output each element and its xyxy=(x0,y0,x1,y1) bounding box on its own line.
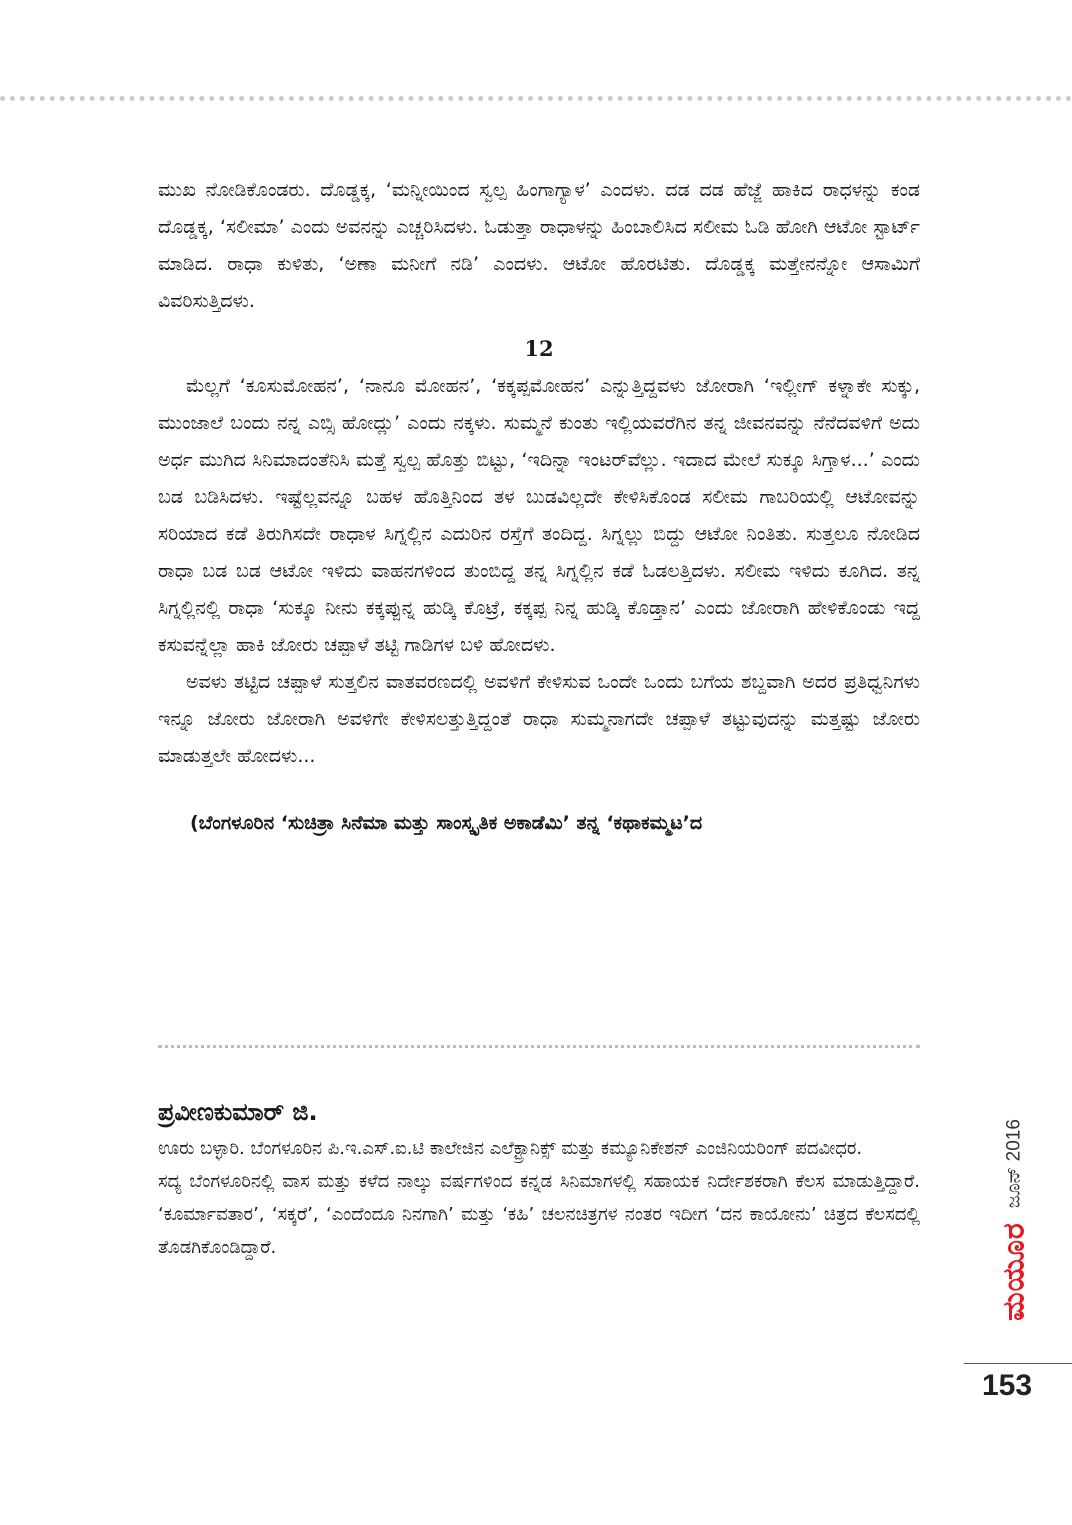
page-number-rule xyxy=(964,1363,1072,1364)
section-dotted-divider xyxy=(158,1045,920,1048)
author-bio-1: ಊರು ಬಳ್ಳಾರಿ. ಬೆಂಗಳೂರಿನ ಪಿ.ಇ.ಎಸ್.ಐ.ಟಿ ಕಾಲೇಜಿನ ಎಲೆಕ್ಟ್ರಾನಿಕ್ಸ್ ಮತ್ತು ಕಮ್ಯೂನಿಕೇಶನ್ ಎಂಜಿನಿಯರಿಂಗ್ ಪದವೀಧರ. xyxy=(158,1138,863,1159)
magazine-name: ಮಯೂರ xyxy=(996,1222,1032,1321)
story-body xyxy=(158,172,920,842)
story-credit: (ಬೆಂಗಳೂರಿನ ‘ಸುಚಿತ್ರಾ ಸಿನೆಮಾ ಮತ್ತು ಸಾಂಸ್ಕೃತಿಕ ಅಕಾಡೆಮಿ’ ತನ್ನ ‘ಕಥಾಕಮ್ಮಟ’ದ xyxy=(190,812,703,834)
page-number: 153 xyxy=(981,1369,1033,1402)
author-bio-2: ಸದ್ಯ ಬೆಂಗಳೂರಿನಲ್ಲಿ ವಾಸ ಮತ್ತು ಕಳೆದ ನಾಲ್ಕು ವರ್ಷಗಳಿಂದ ಕನ್ನಡ ಸಿನಿಮಾಗಳಲ್ಲಿ ಸಹಾಯಕ ನಿರ್ದೇಶಕರಾಗಿ ಕೆಲಸ ಮಾಡುತ್ತಿದ್ದಾರೆ. ‘ಕೂರ್ಮಾವತಾರ’, ‘ಸಕ್ಕರೆ’, ‘ಎಂದೆಂದೂ ನಿನಗಾಗಿ’ ಮತ್ತು ‘ಕಹಿ’ ಚಲನಚಿತ್ರಗಳ ನಂತರ ಇದೀಗ ‘ದನ ಕಾಯೋನು’ ಚಿತ್ರದ ಕೆಲಸದಲ್ಲಿ ತೊಡಗಿಕೊಂಡಿದ್ದಾರೆ. xyxy=(158,1171,920,1258)
chapter-number: 12 xyxy=(524,336,554,361)
magazine-side-label xyxy=(964,1100,1064,1340)
author-section xyxy=(158,1092,920,1264)
story-paragraph-3: ಅವಳು ತಟ್ಟಿದ ಚಪ್ಪಾಳೆ ಸುತ್ತಲಿನ ವಾತವರಣದಲ್ಲಿ ಅವಳಿಗೆ ಕೇಳಿಸುವ ಒಂದೇ ಒಂದು ಬಗೆಯ ಶಬ್ದವಾಗಿ ಅದರ ಪ್ರತಿಧ್ವನಿಗಳು ಇನ್ನೂ ಜೋರು ಜೋರಾಗಿ ಅವಳಿಗೇ ಕೇಳಿಸಲತ್ತುತ್ತಿದ್ದಂತೆ ರಾಧಾ ಸುಮ್ಮನಾಗದೇ ಚಪ್ಪಾಳೆ ತಟ್ಟುವುದನ್ನು ಮತ್ತಷ್ಟು ಜೋರು ಮಾಡುತ್ತಲೇ ಹೋದಳು... xyxy=(158,671,920,767)
author-name: ಪ್ರವೀಣಕುಮಾರ್ ಜಿ. xyxy=(158,1098,318,1126)
story-paragraph-2: ಮೆಲ್ಲಗೆ ‘ಕೂಸುಮೋಹನ’, ‘ನಾನೂ ಮೋಹನ’, ‘ಕಕ್ಕಪ್ಪಮೋಹನ’ ಎನ್ನುತ್ತಿದ್ದವಳು ಜೋರಾಗಿ ‘ಇಲ್ಲೀಗ್ ಕಳ್ನಾಕೇ ಸುಕ್ಕು, ಮುಂಜಾಲೆ ಬಂದು ನನ್ನ ಎಬ್ಸಿ ಹೋದ್ಲು’ ಎಂದು ನಕ್ಕಳು. ಸುಮ್ಮನೆ ಕುಂತು ಇಲ್ಲಿಯವರೆಗಿನ ತನ್ನ ಜೀವನವನ್ನು ನೆನೆದವಳಿಗೆ ಅದು ಅರ್ಧ ಮುಗಿದ ಸಿನಿಮಾದಂತೆನಿಸಿ ಮತ್ತೆ ಸ್ವಲ್ಪ ಹೊತ್ತು ಬಿಟ್ಟು, ‘ಇದಿನ್ನಾ ಇಂಟರ್‌ವೆಲ್ಲು. ಇದಾದ ಮೇಲೆ ಸುಕ್ಕೂ ಸಿಗ್ತಾಳ...’ ಎಂದು ಬಡ ಬಡಿಸಿದಳು. ಇಷ್ಟೆಲ್ಲವನ್ನೂ ಬಹಳ ಹೊತ್ತಿನಿಂದ ತಳ ಬುಡವಿಲ್ಲದೇ ಕೇಳಿಸಿಕೊಂಡ ಸಲೀಮ ಗಾಬರಿಯಲ್ಲಿ ಆಟೋವನ್ನು ಸರಿಯಾದ ಕಡೆ ತಿರುಗಿಸದೇ ರಾಧಾಳ ಸಿಗ್ನಲ್ಲಿನ ಎದುರಿನ ರಸ್ತೆಗೆ ತಂದಿದ್ದ. ಸಿಗ್ನಲ್ಲು ಬಿದ್ದು ಆಟೋ ನಿಂತಿತು. ಸುತ್ತಲೂ ನೋಡಿದ ರಾಧಾ ಬಡ ಬಡ ಆಟೋ ಇಳಿದು ವಾಹನಗಳಿಂದ ತುಂಬಿದ್ದ ತನ್ನ ಸಿಗ್ನಲ್ಲಿನ ಕಡೆ ಓಡಲತ್ತಿದಳು. ಸಲೀಮ ಇಳಿದು ಕೂಗಿದ. ತನ್ನ ಸಿಗ್ನಲ್ಲಿನಲ್ಲಿ ರಾಧಾ ‘ಸುಕ್ಕೂ ನೀನು ಕಕ್ಕಪ್ಪುನ್ನ ಹುಡ್ಕಿ ಕೊಟ್ರೆ, ಕಕ್ಕಪ್ಪ ನಿನ್ನ ಹುಡ್ಕಿ ಕೊಡ್ತಾನ’ ಎಂದು ಜೋರಾಗಿ ಹೇಳಿಕೊಂಡು ಇದ್ದ ಕಸುವನ್ನೆಲ್ಲಾ ಹಾಕಿ ಜೋರು ಚಪ್ಪಾಳೆ ತಟ್ಟಿ ಗಾಡಿಗಳ ಬಳಿ ಹೋದಳು. xyxy=(158,375,920,656)
top-dotted-divider xyxy=(0,96,1072,101)
story-paragraph-1: ಮುಖ ನೋಡಿಕೊಂಡರು. ದೊಡ್ಡಕ್ಕ, ‘ಮನ್ನೀಯಿಂದ ಸ್ವಲ್ಪ ಹಿಂಗಾಗ್ಯಾಳ’ ಎಂದಳು. ದಡ ದಡ ಹೆಜ್ಜೆ ಹಾಕಿದ ರಾಧಳನ್ನು ಕಂಡ ದೊಡ್ಡಕ್ಕ, ‘ಸಲೀಮಾ’ ಎಂದು ಅವನನ್ನು ಎಚ್ಚರಿಸಿದಳು. ಓಡುತ್ತಾ ರಾಧಾಳನ್ನು ಹಿಂಬಾಲಿಸಿದ ಸಲೀಮ ಓಡಿ ಹೋಗಿ ಆಟೋ ಸ್ಟಾರ್ಟ್ ಮಾಡಿದ. ರಾಧಾ ಕುಳಿತು, ‘ಅಣಾ ಮನೀಗೆ ನಡಿ’ ಎಂದಳು. ಆಟೋ ಹೊರಟಿತು. ದೊಡ್ಡಕ್ಕ ಮತ್ತೇನನ್ನೋ ಆಸಾಮಿಗೆ ವಿವರಿಸುತ್ತಿದಳು. xyxy=(158,179,920,312)
issue-date: ಜೂನ್ 2016 xyxy=(1003,1119,1024,1209)
